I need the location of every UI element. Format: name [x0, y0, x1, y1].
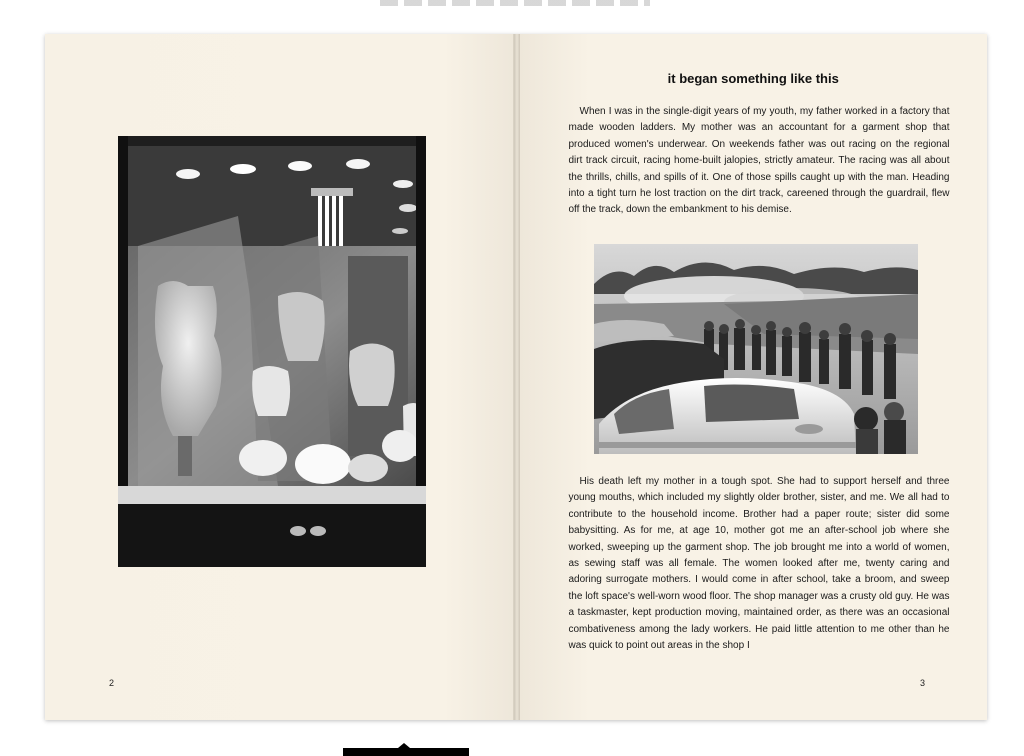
paragraph-1: When I was in the single-digit years of my youth, my father worked in a factory that made wooden ladders. My mother was an accountant for a garment shop that produced women's underwear. On weekends father was out racing on the regional dirt track circuit, racing home-built jalopies, strictly amateur. The racing was all about the thrills, chills, and spills of it. One of those spills caught up with the man. Heading into a tight turn he lost traction on the dirt track, careened through the guardrail, flew off the track, down the embankment to his demise.: [568, 106, 950, 216]
bottom-pointer-tab[interactable]: [343, 748, 469, 756]
page-number-left: 2: [109, 678, 115, 688]
shop-window-photo: [118, 136, 426, 567]
paragraph-2: His death left my mother in a tough spot. She had to support herself and three young mouths, which included my slightly older brother, sister, and me. We all had to contribute to the household income. Brother had a paper route; sister did some babysitting. As for me, at age 10, mother got me an after-school job where she worked, sweeping up the garment shop. The job brought me into a world of women, as sewing staff was all female. The women looked after me, twenty caring and adoring surrogate mothers. I would come in after school, take a broom, and sweep the loft space's well-worn wood floor. The shop manager was a crusty old guy. He was a taskmaster, kept production moving, maintained order, as there was an occasional combativeness among the lady workers. He paid little attention to me other than he was quick to point out areas in the shop I: [568, 476, 950, 652]
race-track-photo: [594, 244, 918, 454]
top-edge-sliver: [380, 0, 650, 6]
left-page[interactable]: [45, 34, 514, 720]
page-number-right: 3: [919, 678, 925, 688]
book-spread: [45, 34, 987, 720]
chapter-title: it began something like this: [667, 71, 839, 86]
